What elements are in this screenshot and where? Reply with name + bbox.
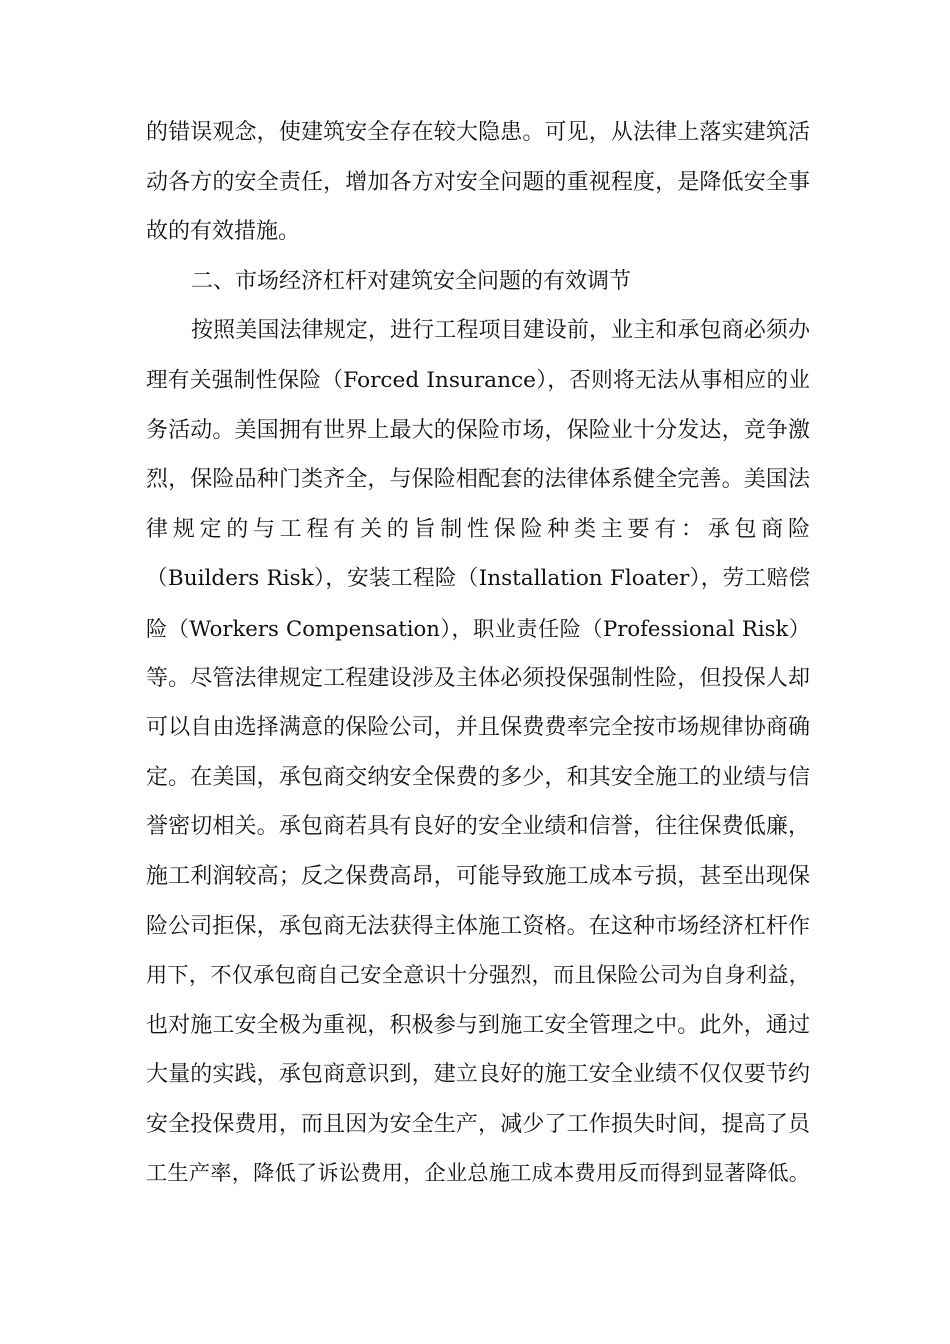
text-line: 等。尽管法律规定工程建设涉及主体必须投保强制性险，但投保人却 bbox=[146, 665, 810, 691]
text-line: 工生产率，降低了诉讼费用，企业总施工成本费用反而得到显著降低。 bbox=[146, 1161, 810, 1187]
text-line: 的错误观念，使建筑安全存在较大隐患。可见，从法律上落实建筑活 bbox=[146, 120, 810, 145]
text-line: 理有关强制性保险（Forced Insurance），否则将无法从事相应的业 bbox=[146, 367, 810, 393]
text-line: 烈，保险品种门类齐全，与保险相配套的法律体系健全完善。美国法 bbox=[146, 467, 810, 493]
text-line: 务活动。美国拥有世界上最大的保险市场，保险业十分发达，竞争激 bbox=[146, 417, 810, 443]
text-line: 誉密切相关。承包商若具有良好的安全业绩和信誉，往往保费低廉， bbox=[146, 814, 810, 840]
text-line: 安全投保费用，而且因为安全生产，减少了工作损失时间，提高了员 bbox=[146, 1111, 810, 1137]
text-line: 施工利润较高；反之保费高昂，可能导致施工成本亏损，甚至出现保 bbox=[146, 863, 810, 889]
text-line: 可以自由选择满意的保险公司，并且保费费率完全按市场规律协商确 bbox=[146, 715, 810, 741]
document-body bbox=[146, 108, 810, 1199]
text-line: 故的有效措施。 bbox=[146, 219, 301, 245]
text-line: 动各方的安全责任，增加各方对安全问题的重视程度，是降低安全事 bbox=[146, 169, 810, 195]
text-line: 险公司拒保，承包商无法获得主体施工资格。在这种市场经济杠杆作 bbox=[146, 913, 810, 939]
text-line: 用下，不仅承包商自己安全意识十分强烈，而且保险公司为自身利益， bbox=[146, 963, 810, 989]
text-line: 律规定的与工程有关的旨制性保险种类主要有：承包商险 bbox=[146, 516, 810, 542]
section-heading: 二、市场经济杠杆对建筑安全问题的有效调节 bbox=[191, 268, 632, 294]
text-line: 也对施工安全极为重视，积极参与到施工安全管理之中。此外，通过 bbox=[146, 1012, 810, 1038]
text-line: （Builders Risk），安装工程险（Installation Floater），劳工赔偿 bbox=[146, 566, 810, 592]
text-line: 定。在美国，承包商交纳安全保费的多少，和其安全施工的业绩与信 bbox=[146, 764, 810, 790]
text-line: 按照美国法律规定，进行工程项目建设前，业主和承包商必须办 bbox=[191, 318, 810, 344]
text-line: 险（Workers Compensation），职业责任险（Professional Risk） bbox=[146, 615, 810, 641]
text-line: 大量的实践，承包商意识到，建立良好的施工安全业绩不仅仅要节约 bbox=[146, 1062, 810, 1088]
